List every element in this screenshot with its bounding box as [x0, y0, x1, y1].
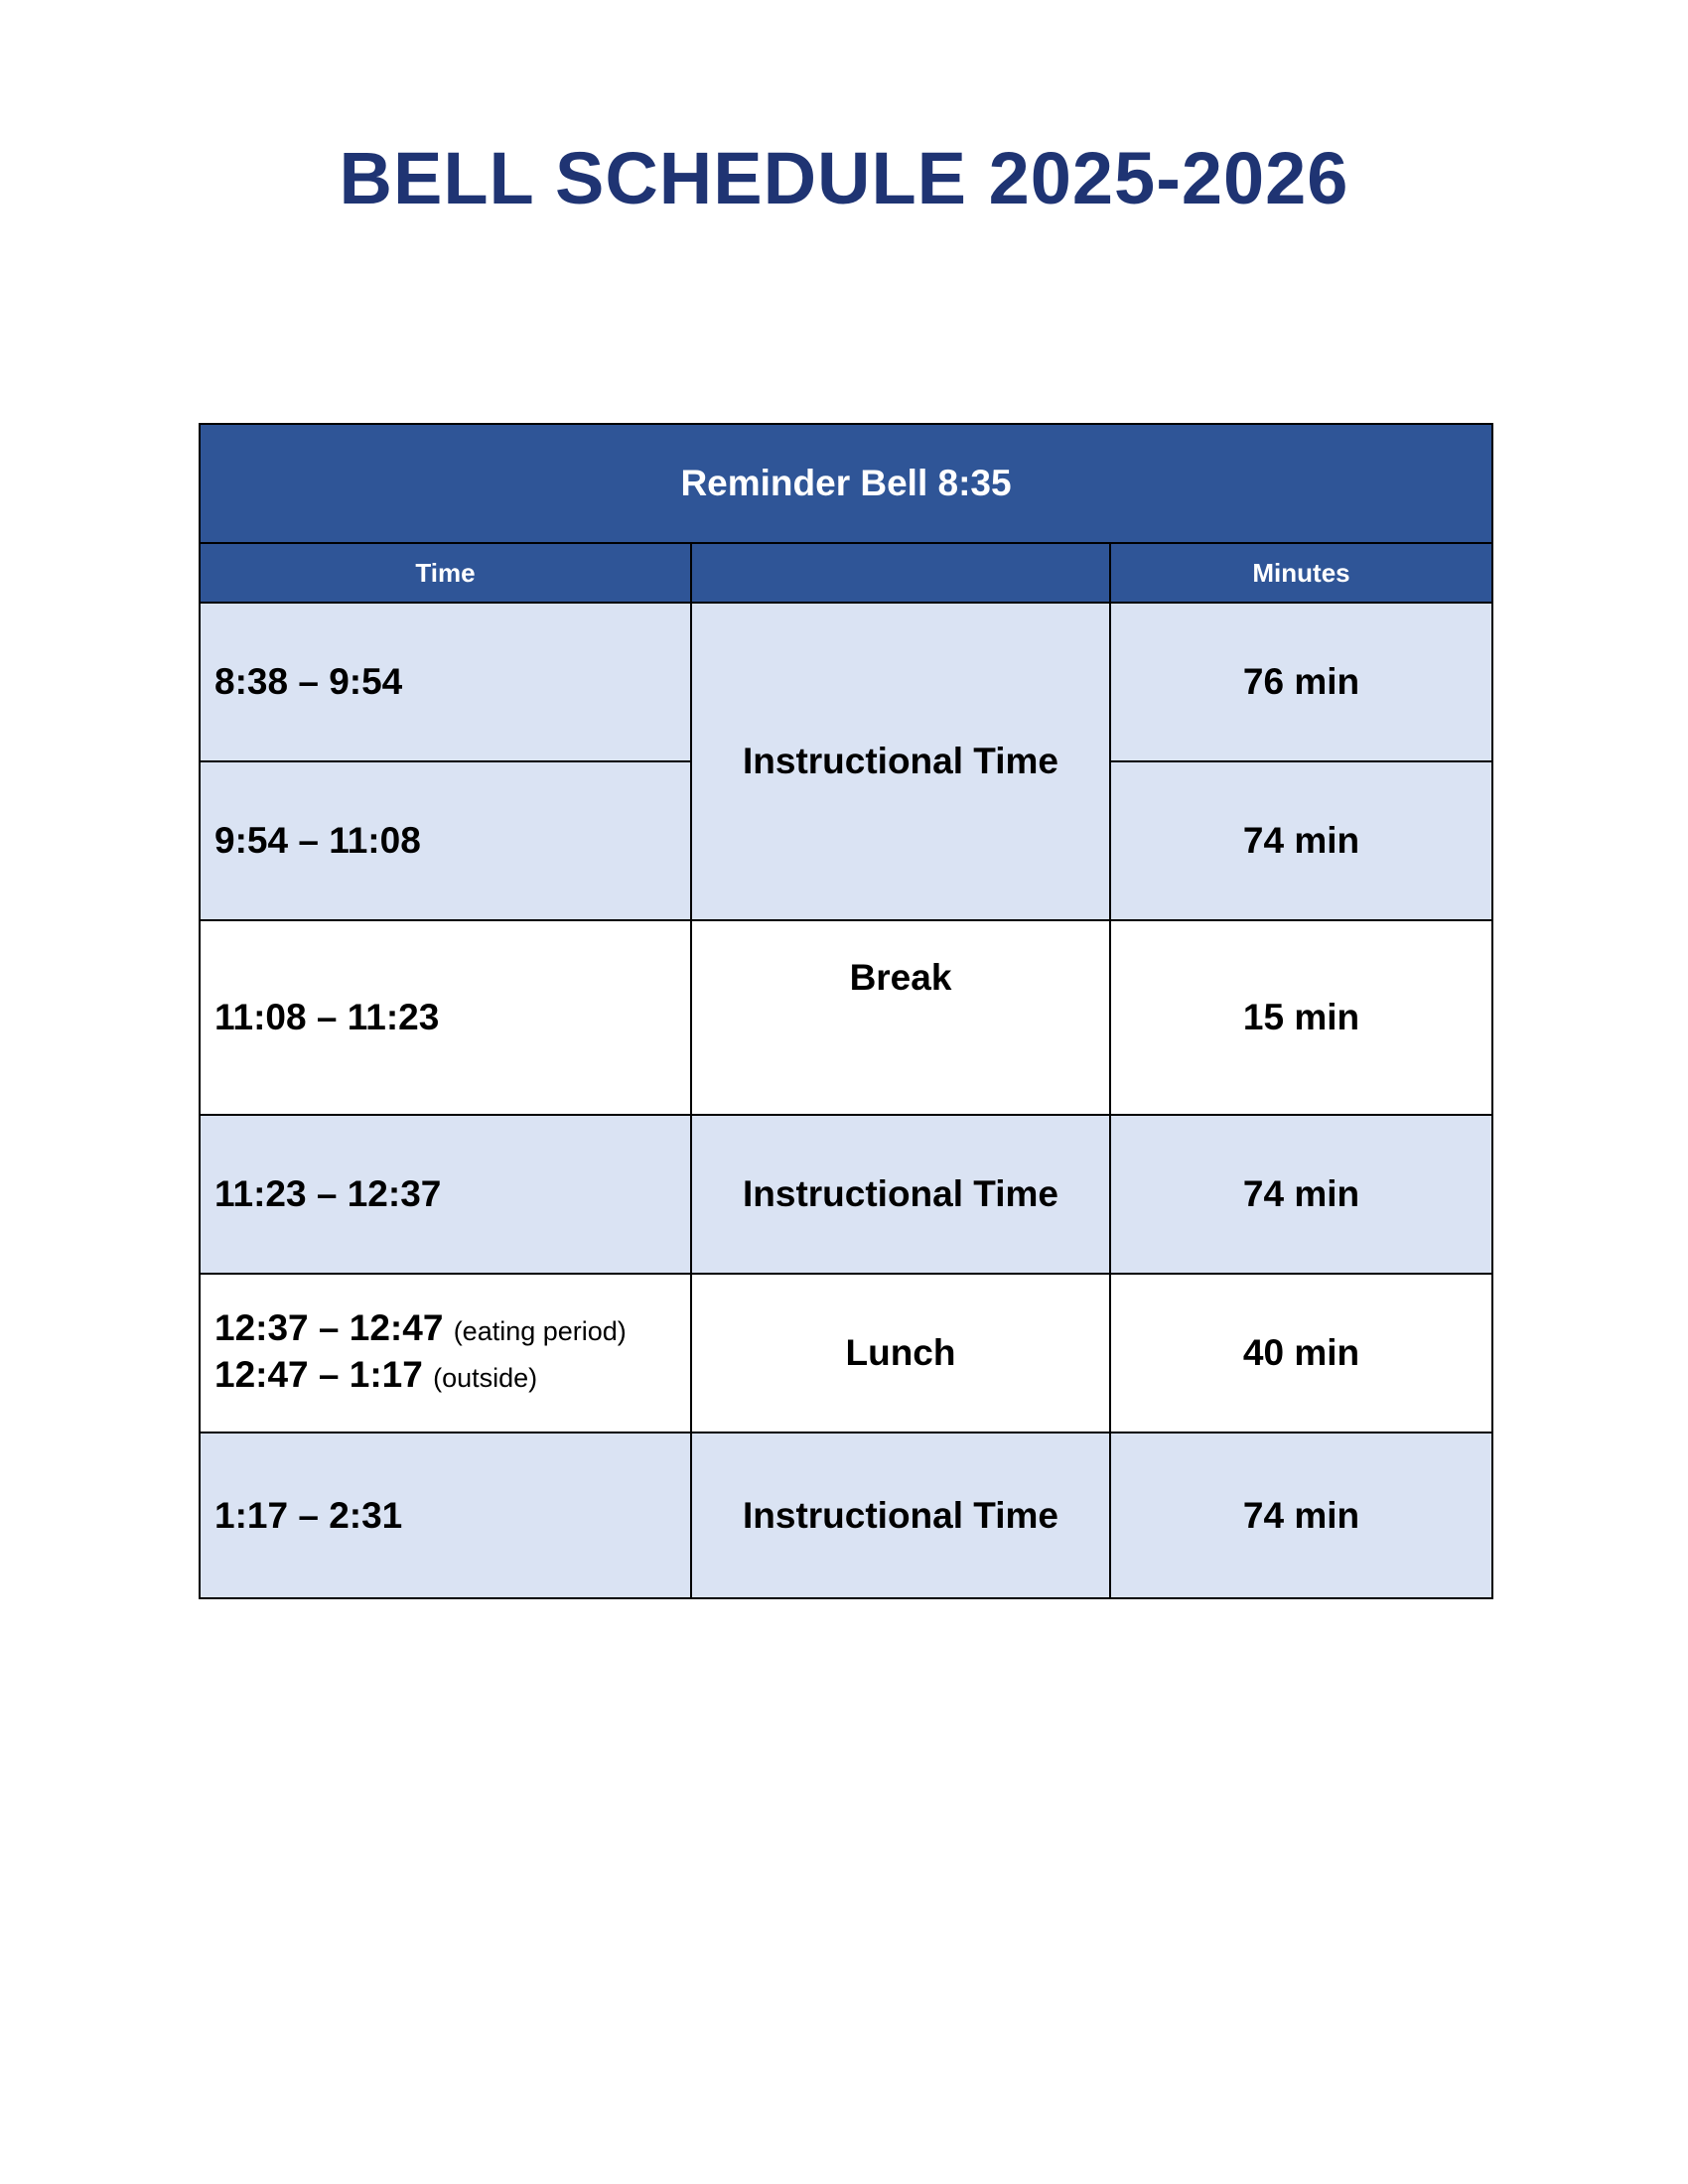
column-header-time: Time [200, 543, 691, 603]
time-range: 12:37 – 12:47 [214, 1307, 444, 1348]
time-line [214, 1306, 690, 1353]
table-row [200, 603, 1492, 761]
reminder-bell-banner: Reminder Bell 8:35 [200, 424, 1492, 543]
table-row [200, 920, 1492, 1115]
minutes-cell: 74 min [1110, 761, 1492, 920]
minutes-cell: 40 min [1110, 1274, 1492, 1433]
time-cell: 9:54 – 11:08 [200, 761, 691, 920]
page-title: BELL SCHEDULE 2025-2026 [339, 137, 1349, 219]
activity-cell: Break [691, 920, 1110, 1115]
minutes-cell: 74 min [1110, 1433, 1492, 1598]
minutes-cell: 76 min [1110, 603, 1492, 761]
activity-cell: Lunch [691, 1274, 1110, 1433]
time-line [214, 1353, 690, 1400]
time-cell: 8:38 – 9:54 [200, 603, 691, 761]
time-range: 12:47 – 1:17 [214, 1354, 423, 1395]
time-note: (eating period) [453, 1316, 627, 1346]
minutes-cell: 74 min [1110, 1115, 1492, 1274]
time-cell: 1:17 – 2:31 [200, 1433, 691, 1598]
table-banner-row [200, 424, 1492, 543]
column-header-minutes: Minutes [1110, 543, 1492, 603]
table-row [200, 1433, 1492, 1598]
table-row [200, 1115, 1492, 1274]
activity-cell: Instructional Time [691, 1433, 1110, 1598]
bell-schedule-table [199, 423, 1493, 1599]
activity-cell: Instructional Time [691, 603, 1110, 920]
table-header-row [200, 543, 1492, 603]
minutes-cell: 15 min [1110, 920, 1492, 1115]
table-row [200, 1274, 1492, 1433]
time-note: (outside) [433, 1363, 538, 1393]
column-header-activity [691, 543, 1110, 603]
time-cell [200, 1274, 691, 1433]
time-cell: 11:08 – 11:23 [200, 920, 691, 1115]
time-cell: 11:23 – 12:37 [200, 1115, 691, 1274]
activity-cell: Instructional Time [691, 1115, 1110, 1274]
